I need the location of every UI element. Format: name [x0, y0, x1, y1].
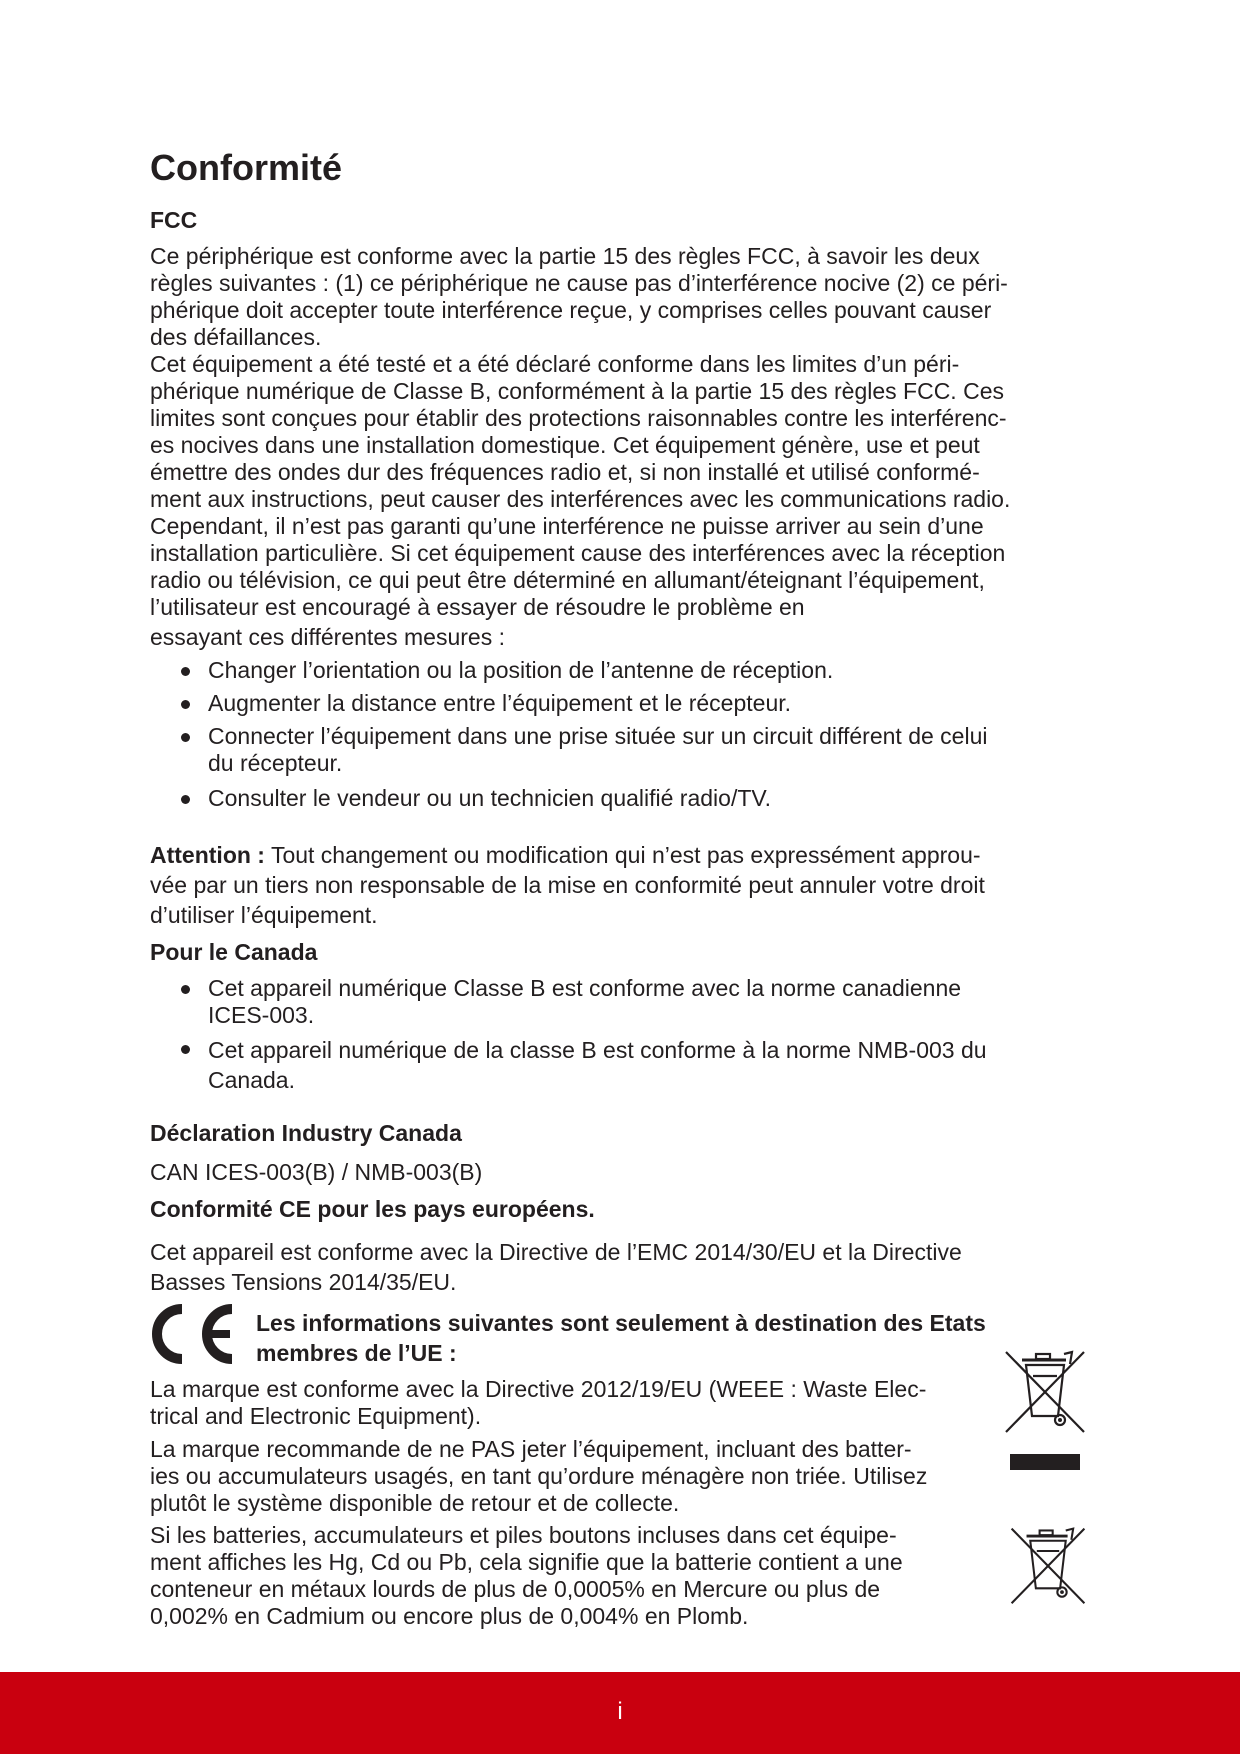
- text-line: phérique doit accepter toute interférence reçue, y comprises celles pouvant causer: [150, 297, 992, 323]
- bullet-icon: [181, 667, 190, 676]
- text-line: Cependant, il n’est pas garanti qu’une interférence ne puisse arriver au sein d’une: [150, 513, 984, 539]
- text-line: limites sont conçues pour établir des protections raisonnables contre les interférenc-: [150, 405, 1007, 431]
- crossed-bin-battery-icon: [1006, 1520, 1090, 1610]
- list-item: Augmenter la distance entre l’équipement et le récepteur.: [150, 690, 1090, 717]
- text-line: trical and Electronic Equipment).: [150, 1403, 482, 1429]
- ce-mark-icon: [150, 1303, 236, 1365]
- text-line: ment aux instructions, peut causer des interférences avec les communications radio.: [150, 486, 1011, 512]
- weee-paragraph: [150, 1376, 1090, 1430]
- text-line: essayant ces différentes mesures :: [150, 624, 505, 650]
- industry-canada-text: CAN ICES-003(B) / NMB-003(B): [150, 1159, 483, 1185]
- page-footer: [0, 1672, 1240, 1754]
- list-item: Consulter le vendeur ou un technicien qualifié radio/TV.: [150, 785, 1090, 812]
- text-line: ies ou accumulateurs usagés, en tant qu’ordure ménagère non triée. Utilisez: [150, 1463, 928, 1489]
- page-number: i: [617, 1698, 623, 1725]
- ce-paragraph: [150, 1237, 1090, 1297]
- page-title: Conformité: [150, 147, 342, 188]
- text-line: Basses Tensions 2014/35/EU.: [150, 1269, 457, 1295]
- text-line: d’utiliser l’équipement.: [150, 902, 378, 928]
- industry-canada-section: [150, 1120, 1090, 1147]
- attention-label: Attention :: [150, 842, 265, 868]
- fcc-section: [150, 207, 1090, 234]
- text-line: plutôt le système disponible de retour et de collecte.: [150, 1490, 680, 1516]
- list-item: Connecter l’équipement dans une prise située sur un circuit différent de celui du récepteur.: [150, 723, 1090, 777]
- text-line: La marque recommande de ne PAS jeter l’équipement, incluant des batter-: [150, 1436, 912, 1462]
- ce-heading: Conformité CE pour les pays européens.: [150, 1196, 595, 1222]
- text-line: Si les batteries, accumulateurs et piles boutons incluses dans cet équipe-: [150, 1522, 897, 1548]
- text-line: phérique numérique de Classe B, conformément à la partie 15 des règles FCC. Ces: [150, 378, 1004, 404]
- text-line: La marque est conforme avec la Directive 2012/19/EU (WEEE : Waste Elec-: [150, 1376, 927, 1402]
- battery-paragraph: [150, 1522, 1090, 1630]
- fcc-paragraph-1: [150, 243, 1090, 621]
- canada-heading: Pour le Canada: [150, 939, 318, 965]
- bullet-icon: [181, 795, 190, 804]
- text-line: émettre des ondes dur des fréquences radio et, si non installé et utilisé conformé-: [150, 459, 980, 485]
- text-line: des défaillances.: [150, 324, 322, 350]
- text-line: Ce périphérique est conforme avec la partie 15 des règles FCC, à savoir les deux: [150, 243, 980, 269]
- text-line: Cet appareil est conforme avec la Directive de l’EMC 2014/30/EU et la Directive: [150, 1239, 962, 1265]
- eu-heading: [256, 1308, 1090, 1368]
- text-line: membres de l’UE :: [256, 1340, 457, 1366]
- list-item: Cet appareil numérique de la classe B est conforme à la norme NMB-003 du Canada.: [150, 1035, 1090, 1095]
- text-line: conteneur en métaux lourds de plus de 0,0005% en Mercure ou plus de: [150, 1576, 881, 1602]
- text-line: Les informations suivantes sont seulement à destination des Etats: [256, 1310, 986, 1336]
- text-line: règles suivantes : (1) ce périphérique ne cause pas d’interférence nocive (2) ce péri-: [150, 270, 1008, 296]
- weee-bar-icon: [1010, 1454, 1080, 1470]
- text-line: installation particulière. Si cet équipement cause des interférences avec la réception: [150, 540, 1006, 566]
- text-line: 0,002% en Cadmium ou encore plus de 0,004% en Plomb.: [150, 1603, 749, 1629]
- text-line: l’utilisateur est encouragé à essayer de résoudre le problème en: [150, 594, 805, 620]
- disposal-paragraph: [150, 1436, 1090, 1517]
- fcc-measures-list: [150, 657, 1090, 812]
- text-line: Cet équipement a été testé et a été déclaré conforme dans les limites d’un péri-: [150, 351, 960, 377]
- text-line: ment affiches les Hg, Cd ou Pb, cela signifie que la batterie contient a une: [150, 1549, 903, 1575]
- canada-section: [150, 939, 1090, 966]
- bullet-icon: [181, 985, 190, 994]
- ce-section: [150, 1196, 1090, 1223]
- list-item: Cet appareil numérique Classe B est conforme avec la norme canadienne ICES-003.: [150, 975, 1090, 1029]
- text-line: es nocives dans une installation domestique. Cet équipement génère, use et peut: [150, 432, 980, 458]
- bullet-icon: [181, 733, 190, 742]
- text-line: radio ou télévision, ce qui peut être déterminé en allumant/éteignant l’équipement,: [150, 567, 985, 593]
- canada-list: [150, 975, 1090, 1095]
- fcc-paragraph-3: [150, 624, 1090, 651]
- crossed-bin-icon: [1000, 1346, 1090, 1436]
- list-item: Changer l’orientation ou la position de l’antenne de réception.: [150, 657, 1090, 684]
- bullet-icon: [181, 1045, 190, 1054]
- text-line: vée par un tiers non responsable de la mise en conformité peut annuler votre droit: [150, 872, 985, 898]
- industry-canada-heading: Déclaration Industry Canada: [150, 1120, 462, 1146]
- bullet-icon: [181, 700, 190, 709]
- attention-paragraph: Attention : Tout changement ou modification qui n’est pas expressément approu- vée par un tiers non responsable de la mise en conformité peut annuler votre droit d’utiliser l’équipement.: [150, 840, 1090, 930]
- fcc-heading: FCC: [150, 207, 198, 233]
